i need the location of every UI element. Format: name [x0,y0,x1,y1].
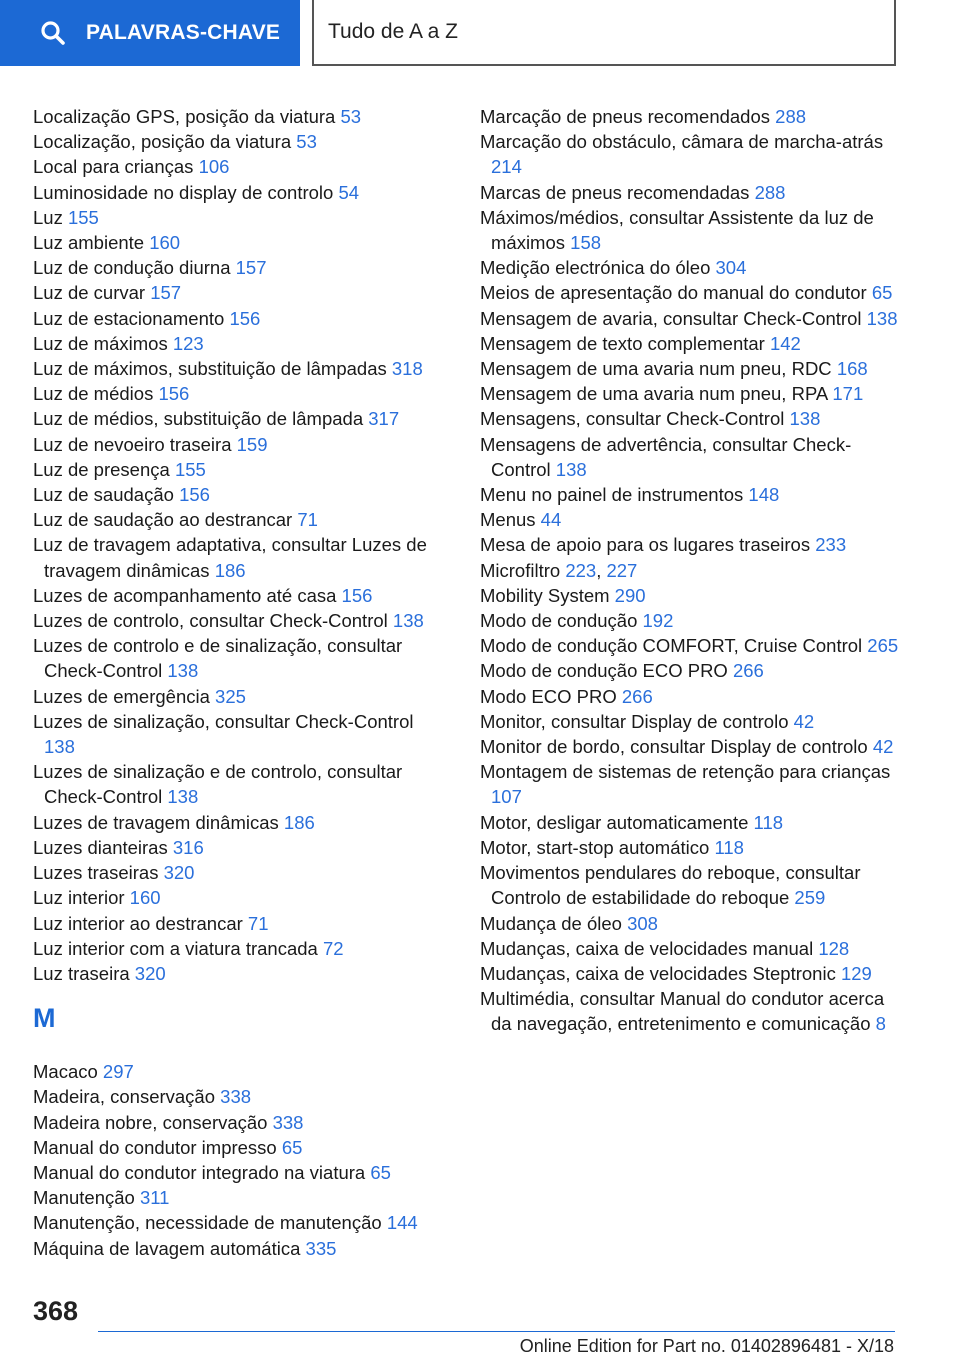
index-term: Luz de condução diurna [33,257,231,279]
page-link[interactable]: 171 [832,383,864,405]
index-entry [33,1185,448,1210]
index-term: Medição electrónica do óleo [480,257,711,279]
index-entry [33,911,448,936]
tab-a-to-z-label: Tudo de A a Z [328,20,458,43]
index-entry [33,759,448,809]
index-term: Mensagens, consultar Check-Control [480,408,785,430]
index-entry [33,432,448,457]
index-term: Luz de curvar [33,282,146,304]
index-term: Mobility System [480,584,610,606]
index-term: Mensagem de texto complementar [480,332,765,354]
top-navigation [0,0,960,66]
index-entry [33,1135,448,1160]
index-list-m-continued [480,104,900,1037]
index-entry [480,684,900,709]
index-term: Motor, desligar automaticamente [480,811,749,833]
index-term: Luz ambiente [33,232,145,254]
page-link[interactable]: 65 [871,282,893,304]
index-entry [480,860,900,910]
index-column-left [33,104,448,1261]
index-term: Luz de estacionamento [33,307,225,329]
page-link[interactable]: 233 [815,534,847,556]
index-entry [33,331,448,356]
page-link[interactable]: 65 [281,1136,303,1158]
index-entry [33,457,448,482]
index-entry [33,684,448,709]
footer-edition: Online Edition for Part no. 01402896481 - X/18 [519,1336,894,1356]
index-term: Mensagem de uma avaria num pneu, RPA [480,383,828,405]
index-entry [33,104,448,129]
page-link[interactable]: 71 [247,912,269,934]
page-link[interactable]: 304 [715,257,747,279]
index-term: Monitor, consultar Display de controlo [480,710,789,732]
page-link[interactable]: 148 [748,484,780,506]
page-link[interactable]: 311 [139,1187,170,1209]
index-entry [480,532,900,557]
page-link[interactable]: 138 [392,610,424,632]
page-link[interactable]: 308 [627,912,658,934]
page-link[interactable]: 266 [732,660,764,682]
page-link[interactable]: 214 [491,156,522,178]
page-link[interactable]: 290 [614,584,646,606]
page-link[interactable]: 320 [163,862,195,884]
index-entry [480,331,900,356]
index-entry [33,306,448,331]
index-entry [33,1059,448,1084]
index-term: Luzes de travagem dinâmicas [33,811,279,833]
index-entry [480,986,900,1036]
index-entry [480,961,900,986]
index-term: Manutenção, necessidade de manutenção [33,1212,382,1234]
index-entry [33,356,448,381]
index-entry [33,129,448,154]
index-entry [480,911,900,936]
page-link[interactable]: 156 [341,584,373,606]
page-link[interactable]: 8 [875,1013,886,1035]
page-link[interactable]: 138 [44,736,75,758]
index-term: Mesa de apoio para os lugares traseiros [480,534,811,556]
keywords-button[interactable] [0,0,300,66]
page-link[interactable]: 42 [872,736,894,758]
index-entry [480,180,900,205]
index-entry [480,835,900,860]
index-entry [480,709,900,734]
index-term: Manual do condutor impresso [33,1136,277,1158]
index-term: Microfiltro [480,559,561,581]
page-link[interactable]: 159 [236,433,268,455]
index-term: Luz traseira [33,962,130,984]
index-entry [33,507,448,532]
page-link[interactable]: 65 [370,1161,391,1183]
page-link[interactable]: 128 [818,937,850,959]
index-entry [33,885,448,910]
index-term: Localização, posição da viatura [33,131,292,153]
index-list-l [33,104,448,986]
page-link[interactable]: 107 [491,786,522,808]
page-link[interactable]: 53 [340,106,362,127]
index-term: Luz de médios [33,383,154,405]
index-entry [480,658,900,683]
page-link[interactable]: 320 [134,962,166,984]
index-entry [480,936,900,961]
index-entry [33,1160,448,1185]
index-entry [480,608,900,633]
page-link[interactable]: 186 [214,559,246,581]
page-link[interactable]: 157 [150,282,182,304]
page-link[interactable]: 288 [754,181,786,203]
page-link[interactable]: 71 [297,509,318,531]
index-entry [480,306,900,331]
index-term: Montagem de sistemas de retenção para crianças [480,761,891,783]
index-term: Meios de apresentação do manual do condutor [480,282,867,304]
page-link[interactable]: 297 [102,1061,134,1083]
index-entry [480,381,900,406]
page-link[interactable]: 54 [338,181,360,203]
page-link[interactable]: 160 [149,232,181,254]
index-term: Luz de presença [33,458,170,480]
page-link[interactable]: 129 [840,962,872,984]
page-link[interactable]: 44 [540,509,562,531]
index-entry [480,432,900,482]
index-entry [480,810,900,835]
index-entry [33,608,448,633]
index-term: Luzes de acompanhamento até casa [33,584,337,606]
index-entry [33,835,448,860]
index-term: Modo de condução [480,610,638,632]
index-entry [480,255,900,280]
index-term: Mudança de óleo [480,912,622,934]
index-term: Luz de saudação ao destrancar [33,509,293,531]
index-entry [33,1084,448,1109]
search-icon [40,20,66,46]
page-link[interactable]: 142 [769,332,801,354]
page-link[interactable]: 338 [272,1111,304,1133]
index-term: Local para crianças [33,156,194,178]
index-entry [33,1210,448,1235]
index-entry [33,280,448,305]
page-link[interactable]: 156 [158,383,190,405]
index-term: Luz de travagem adaptativa, consultar Luzes de travagem dinâmicas [33,534,427,581]
index-term: Macaco [33,1061,98,1083]
index-entry [480,633,900,658]
page-link[interactable]: 335 [305,1237,337,1259]
index-term: Luzes dianteiras [33,836,168,858]
page-link[interactable]: 158 [570,232,602,254]
page-link[interactable]: 138 [167,786,199,808]
index-term: Modo de condução ECO PRO [480,660,728,682]
page-link[interactable]: 155 [67,206,99,228]
index-term: Luzes de sinalização e de controlo, consultar Check-Control [33,761,403,808]
index-term: Luzes de emergência [33,685,210,707]
index-term: Multimédia, consultar Manual do condutor acerca da navegação, entretenimento e comunicação [480,988,885,1035]
tab-a-to-z[interactable] [312,0,896,66]
page-link[interactable]: 123 [172,332,204,354]
index-term: Mudanças, caixa de velocidades Steptronic [480,962,836,984]
index-term: Luz interior [33,887,125,909]
index-entry [33,583,448,608]
keywords-label: PALAVRAS-CHAVE [86,21,281,44]
page-link[interactable]: 118 [714,836,744,858]
index-entry [33,406,448,431]
index-term: Modo ECO PRO [480,685,617,707]
page-link[interactable]: 288 [775,106,807,127]
page-link[interactable]: 138 [789,408,821,430]
index-entry [33,810,448,835]
index-term: Luz de saudação [33,484,174,506]
index-term: Luz de nevoeiro traseira [33,433,232,455]
index-entry [33,230,448,255]
index-entry [33,1236,448,1261]
footer-divider [98,1331,895,1332]
page-link[interactable]: 156 [179,484,210,506]
index-term: Menus [480,509,536,531]
index-term: Marcação de pneus recomendados [480,106,771,127]
index-entry [480,280,900,305]
page-link[interactable]: 155 [174,458,206,480]
index-entry [33,633,448,683]
page-link[interactable]: 192 [642,610,674,632]
index-term: Luz [33,206,63,228]
index-entry [33,381,448,406]
index-term: Modo de condução COMFORT, Cruise Control [480,635,863,657]
section-letter: M [33,1003,56,1034]
index-term: Localização GPS, posição da viatura [33,106,336,127]
index-term: Madeira, conservação [33,1086,216,1108]
index-entry [480,759,900,809]
index-term: Luz de máximos, substituição de lâmpadas [33,358,387,380]
index-entry [33,1110,448,1135]
page-link[interactable]: 223 [565,559,597,581]
page-link[interactable]: 186 [283,811,315,833]
page-link[interactable]: 317 [368,408,400,430]
index-term: Movimentos pendulares do reboque, consultar Controlo de estabilidade do reboque [480,862,861,909]
index-entry [480,482,900,507]
index-entry [480,356,900,381]
index-term: Luminosidade no display de controlo [33,181,334,203]
page-link[interactable]: 316 [172,836,204,858]
index-term: Luzes de controlo, consultar Check-Control [33,610,388,632]
index-term: Motor, start-stop automático [480,836,710,858]
index-term: Luz interior ao destrancar [33,912,243,934]
page-link[interactable]: 266 [621,685,653,707]
page-link[interactable]: 318 [391,358,423,380]
index-entry [33,154,448,179]
index-entry [33,709,448,759]
index-term: Luzes traseiras [33,862,159,884]
page-link[interactable]: 53 [296,131,317,153]
index-term: Luz de máximos [33,332,168,354]
index-term: Menu no painel de instrumentos [480,484,744,506]
index-term: Luz interior com a viatura trancada [33,937,318,959]
page-link[interactable]: 259 [794,887,826,909]
index-term: Máximos/médios, consultar Assistente da luz de máximos [480,206,874,254]
index-entry [480,583,900,608]
index-entry [33,860,448,885]
page-link[interactable]: 156 [229,307,261,329]
page-link[interactable]: 157 [235,257,267,279]
page-number: 368 [33,1296,79,1326]
page-link[interactable]: 72 [322,937,344,959]
index-list-m [33,1059,448,1261]
index-term: Mudanças, caixa de velocidades manual [480,937,814,959]
index-term: Mensagem de uma avaria num pneu, RDC [480,358,832,380]
index-entry [33,936,448,961]
index-term: Manual do condutor integrado na viatura [33,1161,366,1183]
index-term: Marcação do obstáculo, câmara de marcha-atrás [480,131,884,153]
page-link[interactable]: 338 [220,1086,252,1108]
page-link[interactable]: 160 [129,887,161,909]
page-link[interactable]: 265 [867,635,899,657]
page-link[interactable]: 168 [836,358,868,380]
page-link[interactable]: 138 [866,307,898,329]
index-entry [33,482,448,507]
index-entry [480,406,900,431]
index-entry: Microfiltro 223, 227 [480,559,638,581]
index-entry [33,205,448,230]
page-link[interactable]: 138 [555,458,587,480]
page-link[interactable]: 118 [753,811,784,833]
index-entry [33,180,448,205]
index-term: Luzes de controlo e de sinalização, consultar Check-Control [33,635,403,682]
index-term: Madeira nobre, conservação [33,1111,268,1133]
index-entry [480,205,900,255]
index-term: Marcas de pneus recomendadas [480,181,750,203]
index-term: Luzes de sinalização, consultar Check-Control [33,710,414,732]
index-entry [33,961,448,986]
page-link[interactable]: 325 [215,685,246,707]
index-entry [480,507,900,532]
index-entry [480,129,900,179]
page-link[interactable]: 144 [386,1212,418,1234]
index-term: Manutenção [33,1187,135,1209]
index-entry [33,255,448,280]
page-link[interactable]: 106 [198,156,230,178]
index-entry [33,532,448,582]
index-term: Mensagens de advertência, consultar Check-Control [480,433,852,480]
page-link[interactable]: 42 [793,710,815,732]
index-column-right [480,104,900,1037]
page-link[interactable]: 227 [606,559,638,581]
page-link[interactable]: 138 [167,660,199,682]
index-entry [480,734,900,759]
index-term: Máquina de lavagem automática [33,1237,301,1259]
index-term: Monitor de bordo, consultar Display de controlo [480,736,868,758]
index-term: Mensagem de avaria, consultar Check-Control [480,307,862,329]
index-entry [480,104,900,129]
index-term: Luz de médios, substituição de lâmpada [33,408,364,430]
